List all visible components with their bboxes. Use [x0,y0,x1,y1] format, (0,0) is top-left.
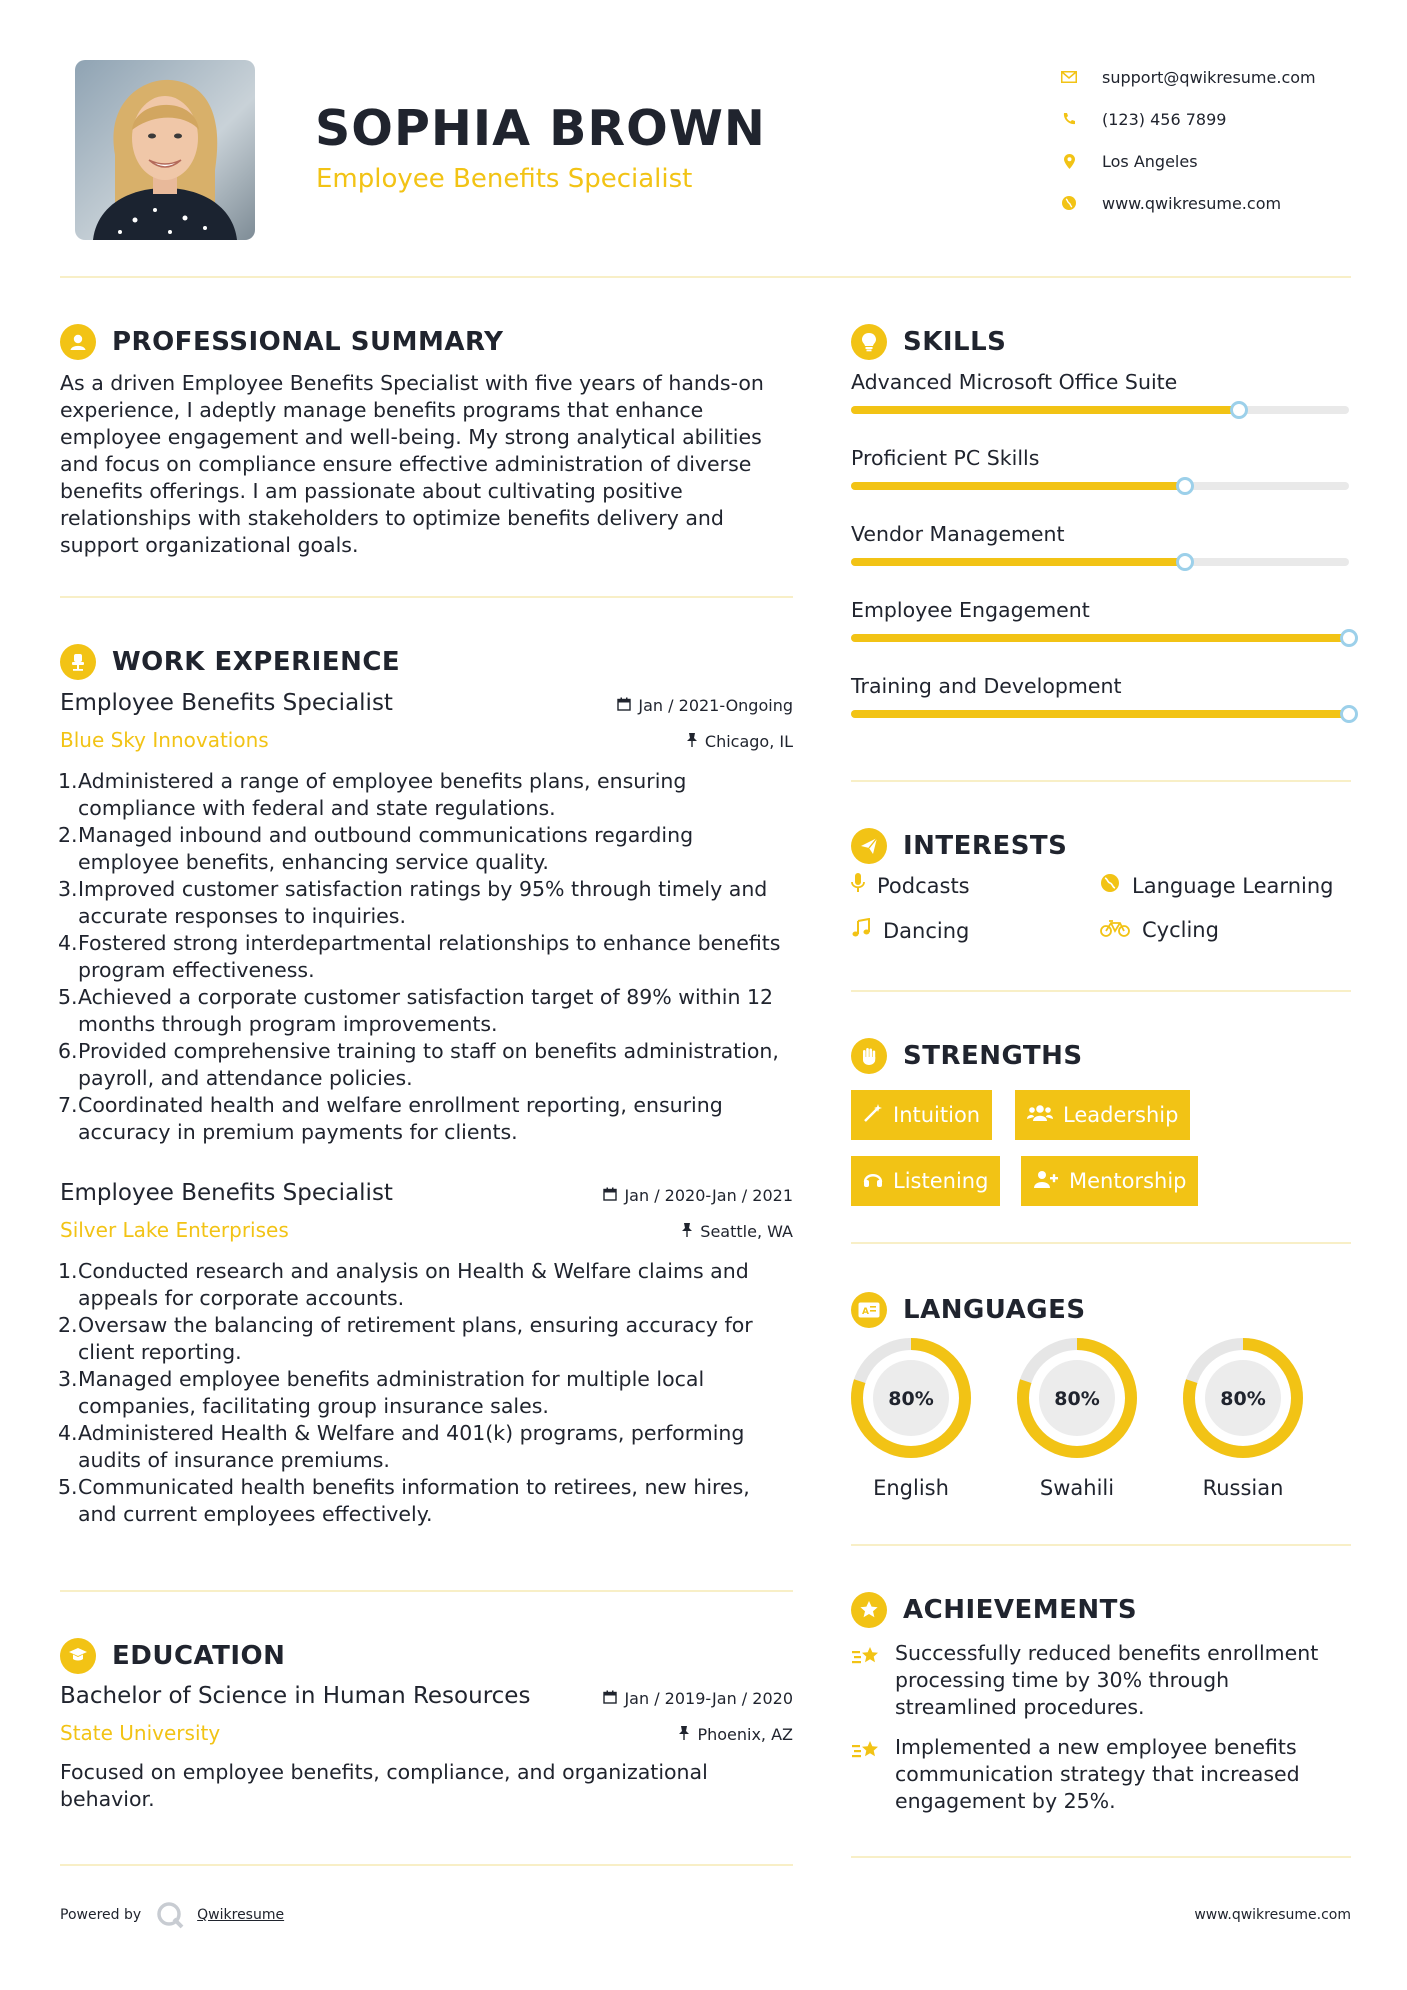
skill-knob[interactable] [1340,629,1358,647]
language-item [1181,1336,1305,1500]
strengths-heading: STRENGTHS [851,1038,1083,1074]
envelope-icon [1050,71,1088,83]
job-entry-1 [60,690,793,1146]
strength-tag: Intuition [851,1090,992,1140]
summary-heading: PROFESSIONAL SUMMARY [60,324,503,360]
language-progress-ring [849,1336,973,1460]
contact-location: Los Angeles [1050,140,1370,182]
education-heading: EDUCATION [60,1638,285,1674]
pushpin-icon [681,1223,693,1241]
calendar-icon [603,1187,617,1205]
user-plus-icon [1033,1169,1059,1194]
globe-icon [1100,873,1120,898]
job-location: Chicago, IL [686,732,793,751]
pushpin-icon [678,1726,690,1744]
skills-divider [851,780,1351,782]
skill-fill [851,710,1349,718]
job-title: Employee Benefits Specialist [60,690,393,716]
summary-divider [60,596,793,598]
chair-icon [60,644,96,680]
list-item: 5. Communicated health benefits information to retirees, new hires, and current employees effectively. [58,1475,750,1526]
experience-heading: WORK EXPERIENCE [60,644,400,680]
qwikresume-logo-icon [155,1900,185,1930]
headphones-icon [863,1169,883,1194]
contact-phone[interactable]: (123) 456 7899 [1050,98,1370,140]
skill-item: Training and Development [851,674,1351,698]
skill-item: Advanced Microsoft Office Suite [851,370,1351,394]
skill-bar [851,710,1349,718]
education-date: Jan / 2019-Jan / 2020 [603,1689,793,1708]
language-icon [851,1292,887,1328]
svg-text:80%: 80% [1054,1388,1100,1410]
list-item: 7. Coordinated health and welfare enrollment reporting, ensuring accuracy in premium payments for clients. [58,1093,723,1144]
skill-fill [851,634,1349,642]
graduate-icon [60,1638,96,1674]
skill-fill [851,406,1239,414]
hand-icon [851,1038,887,1074]
svg-text:A: A [862,1307,869,1317]
strengths-divider [851,1242,1351,1244]
profile-photo [75,60,255,240]
contact-list [1050,56,1370,224]
footer-powered-by: Powered by Qwikresume [60,1900,284,1930]
language-progress-ring [1181,1336,1305,1460]
job-entry-2 [60,1180,793,1528]
job-date: Jan / 2020-Jan / 2021 [603,1186,793,1205]
skill-knob[interactable] [1230,401,1248,419]
list-item: 1. Administered a range of employee benefits plans, ensuring compliance with federal and state regulations. [58,769,687,820]
list-item: 1. Conducted research and analysis on Health & Welfare claims and appeals for corporate accounts. [58,1259,749,1310]
interests-heading: INTERESTS [851,828,1067,864]
skill-knob[interactable] [1176,553,1194,571]
education-description: Focused on employee benefits, compliance, and organizational behavior. [60,1760,708,1811]
skill-bar [851,634,1349,642]
language-progress-ring [1015,1336,1139,1460]
skill-bar [851,558,1349,566]
shooting-star-icon [851,1640,895,1721]
svg-text:80%: 80% [1220,1388,1266,1410]
achievements-heading: ACHIEVEMENTS [851,1592,1137,1628]
user-icon [60,324,96,360]
list-item: 3. Improved customer satisfaction ratings by 95% through timely and accurate responses to inquiries. [58,877,768,928]
svg-text:80%: 80% [888,1388,934,1410]
skill-bar [851,406,1349,414]
skill-item: Proficient PC Skills [851,446,1351,470]
job-duties-list [60,1258,793,1528]
contact-email[interactable]: support@qwikresume.com [1050,56,1370,98]
candidate-title: Employee Benefits Specialist [316,164,693,194]
strength-tag: Listening [851,1156,1000,1206]
users-icon [1027,1103,1053,1128]
magic-wand-icon [863,1103,883,1128]
strength-tag: Mentorship [1021,1156,1198,1206]
bicycle-icon [1100,919,1130,942]
list-item: 6. Provided comprehensive training to staff on benefits administration, payroll, and attendance policies. [58,1039,779,1090]
list-item: 5. Achieved a corporate customer satisfaction target of 89% within 12 months through program improvements. [58,985,774,1036]
music-note-icon [851,918,871,943]
achievement-item: Implemented a new employee benefits communication strategy that increased engagement by 25%. [851,1734,1351,1815]
language-item [849,1336,973,1500]
list-item: 2. Managed inbound and outbound communications regarding employee benefits, enhancing service quality. [58,823,694,874]
shooting-star-icon [851,1734,895,1815]
header-divider [60,276,1351,278]
skill-knob[interactable] [1176,477,1194,495]
pushpin-icon [686,733,698,751]
map-pin-icon [1050,154,1088,169]
education-location: Phoenix, AZ [678,1725,793,1744]
interest-item: Cycling [1100,918,1219,942]
lightbulb-icon [851,324,887,360]
star-badge-icon [851,1592,887,1628]
languages-heading: A LANGUAGES [851,1292,1086,1328]
interest-item: Podcasts [851,873,970,898]
job-duties-list [60,768,793,1146]
skill-fill [851,558,1185,566]
skill-item: Employee Engagement [851,598,1351,622]
strength-tag: Leadership [1015,1090,1190,1140]
job-company: Silver Lake Enterprises [60,1218,289,1242]
languages-divider [851,1544,1351,1546]
interests-divider [851,990,1351,992]
education-divider [60,1864,793,1866]
language-name: Swahili [1039,1476,1115,1500]
list-item: 4. Administered Health & Welfare and 401(k) programs, performing audits of insurance premiums. [58,1421,745,1472]
job-location: Seattle, WA [681,1222,793,1241]
interest-item: Language Learning [1100,873,1333,898]
skill-knob[interactable] [1340,705,1358,723]
calendar-icon [617,697,631,715]
skill-fill [851,482,1185,490]
globe-icon [1050,196,1088,210]
language-item [1015,1336,1139,1500]
language-name: Russian [1202,1476,1284,1500]
degree-title: Bachelor of Science in Human Resources [60,1683,531,1709]
list-item: 2. Oversaw the balancing of retirement plans, ensuring accuracy for client reporting. [58,1313,753,1364]
job-company: Blue Sky Innovations [60,728,269,752]
list-item: 4. Fostered strong interdepartmental relationships to enhance benefits program effectiveness. [58,931,781,982]
microphone-icon [851,873,865,898]
skill-item: Vendor Management [851,522,1351,546]
interest-item: Dancing [851,918,969,943]
candidate-name: SOPHIA BROWN [315,100,766,157]
qwikresume-link[interactable]: Qwikresume [197,1907,285,1923]
education-entry [60,1683,793,1813]
phone-icon [1050,112,1088,126]
skills-heading: SKILLS [851,324,1006,360]
job-date: Jan / 2021-Ongoing [617,696,793,715]
skill-bar [851,482,1349,490]
paper-plane-icon [851,828,887,864]
achievement-item: Successfully reduced benefits enrollment processing time by 30% through streamlined procedures. [851,1640,1351,1721]
list-item: 3. Managed employee benefits administration for multiple local companies, facilitating group insurance sales. [58,1367,705,1418]
language-name: English [873,1476,949,1500]
contact-website[interactable]: www.qwikresume.com [1050,182,1370,224]
experience-divider [60,1590,793,1592]
footer-website[interactable]: www.qwikresume.com [1194,1907,1351,1923]
school-name: State University [60,1721,221,1745]
job-title: Employee Benefits Specialist [60,1180,393,1206]
summary-text: As a driven Employee Benefits Specialist with five years of hands-on experience, I adeptly manage benefits programs that enhance employee engagement and well-being. My strong analytical abilities and focus on compliance ensure effective administration of diverse benefits offerings. I am passionate about cultivating positive relationships with stakeholders to optimize benefits delivery and support organizational goals. [60,371,764,557]
achievements-divider [851,1856,1351,1858]
calendar-icon [603,1690,617,1708]
